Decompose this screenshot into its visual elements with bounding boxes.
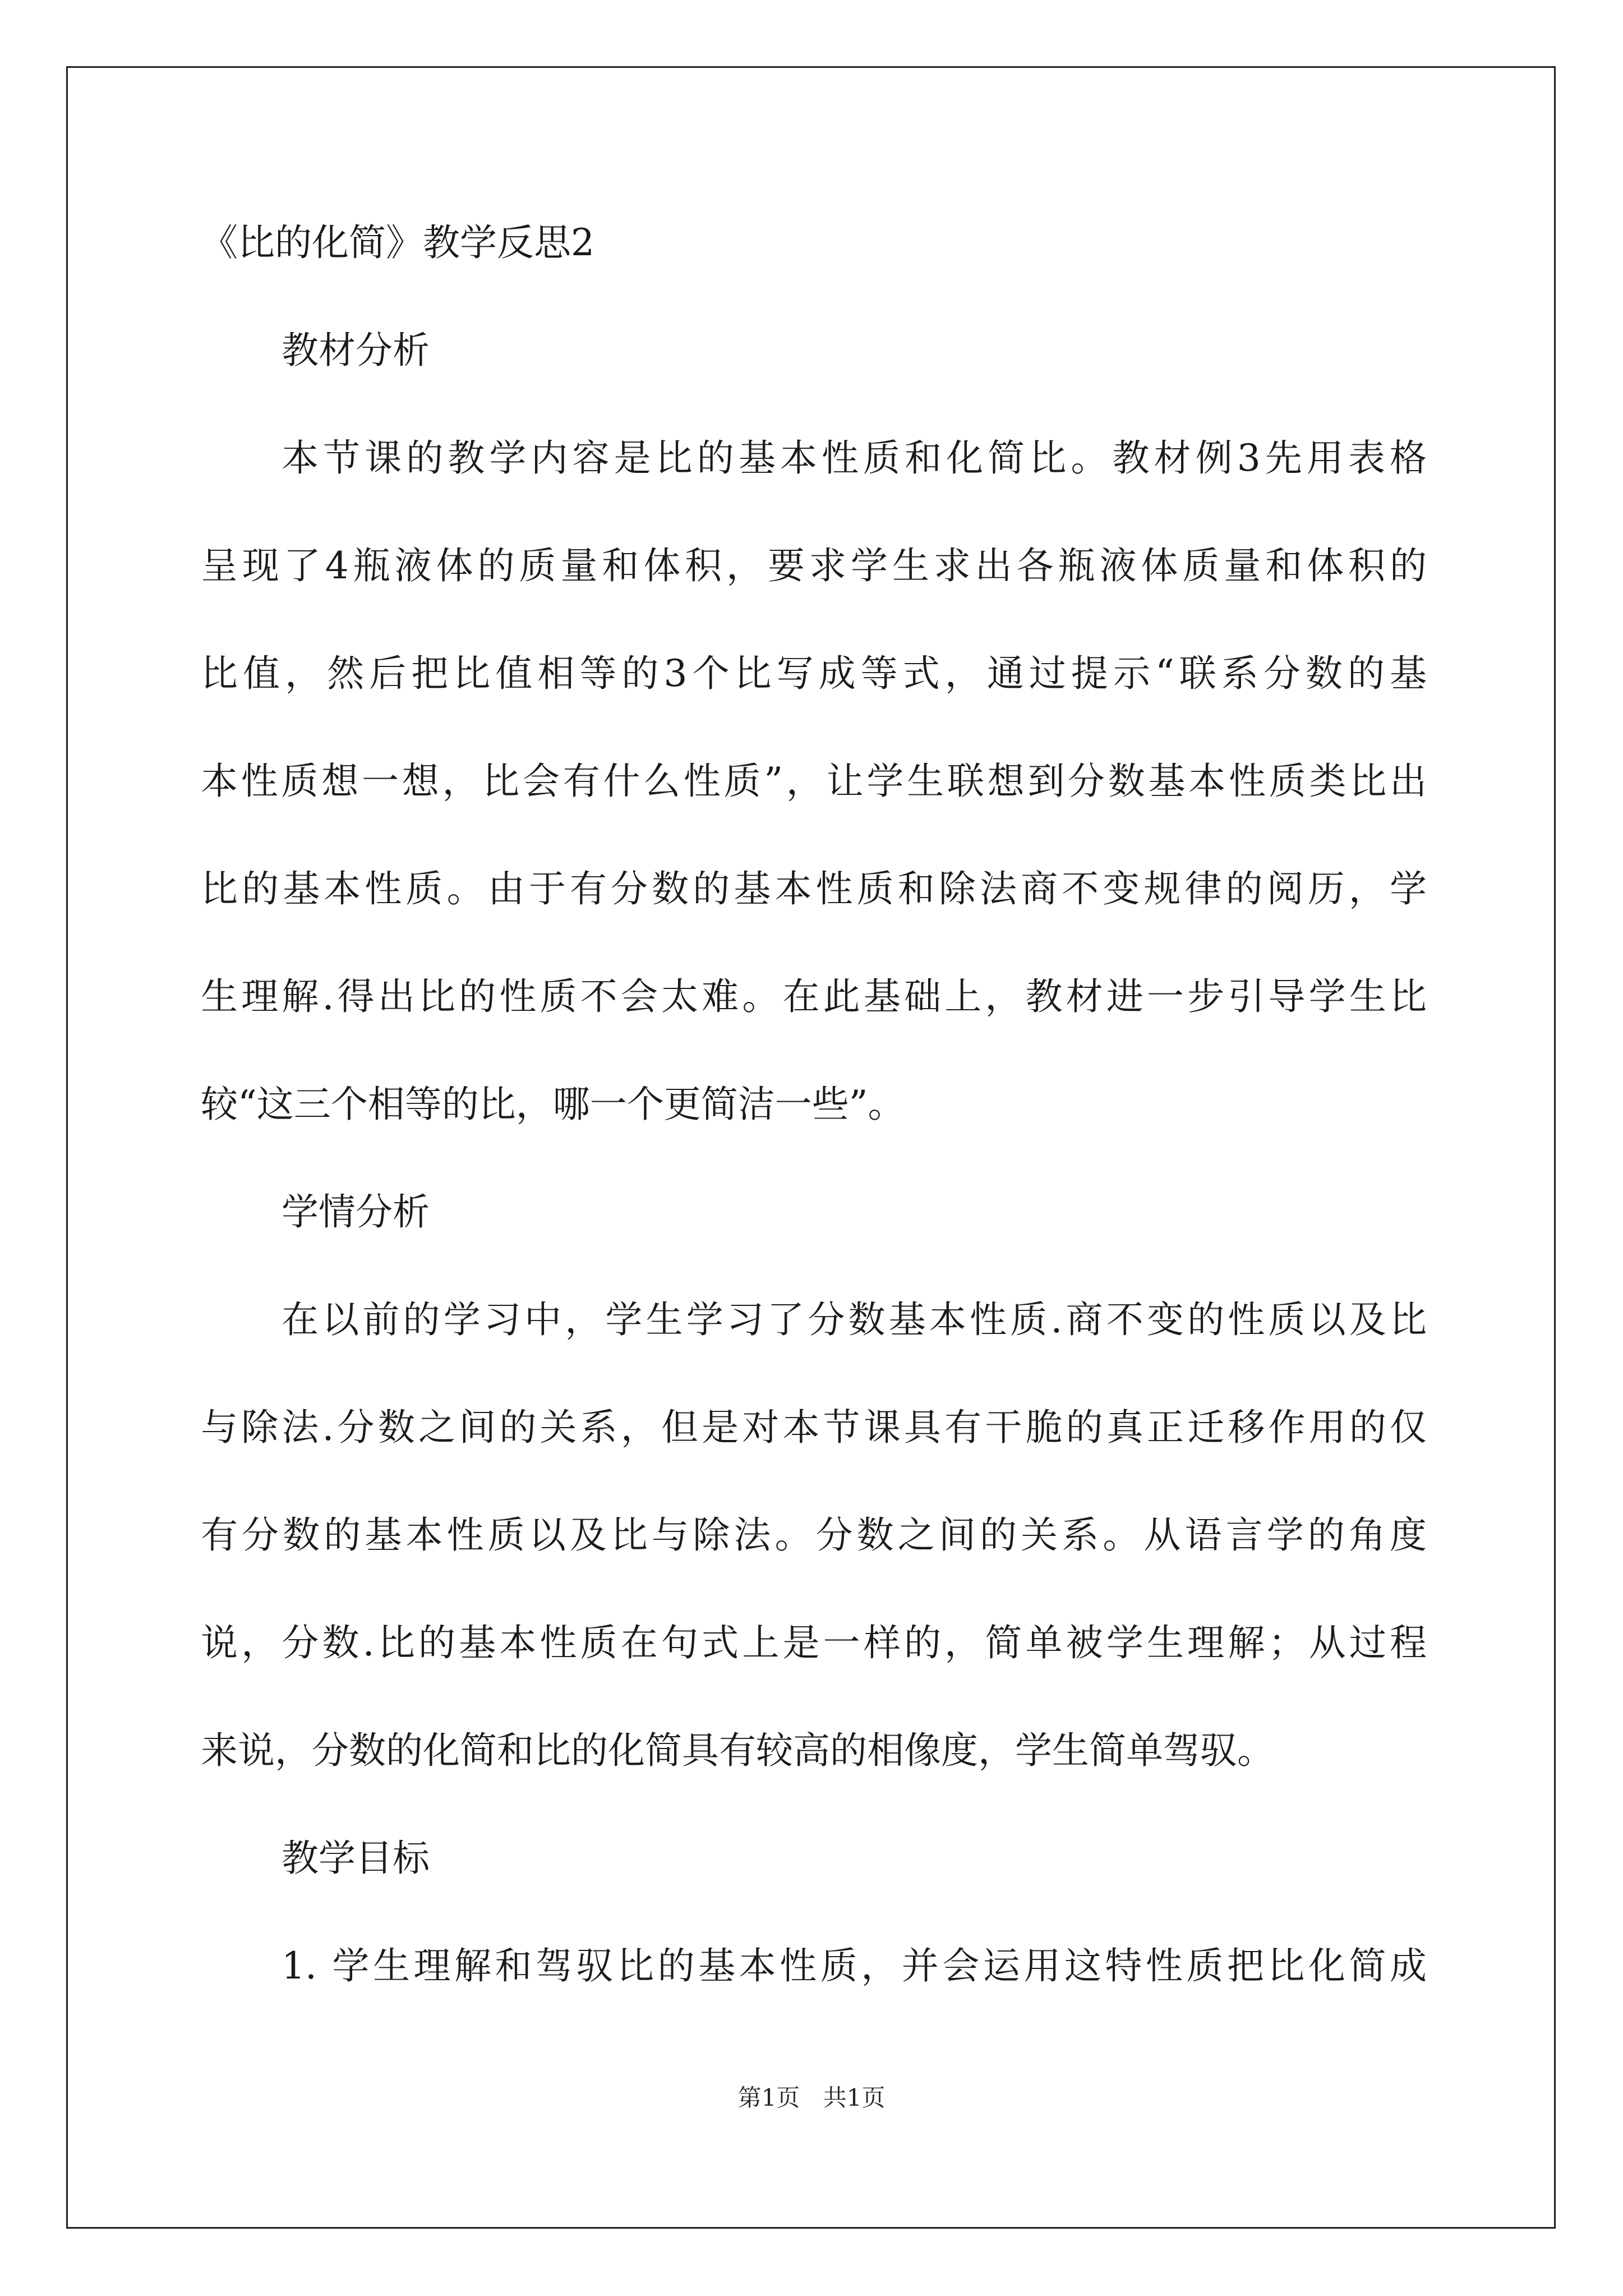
paragraph-line: 较“这三个相等的比，哪一个更简洁一些”。: [201, 1083, 905, 1126]
paragraph-line: 比值，然后把比值相等的3个比写成等式，通过提示“联系分数的基: [201, 652, 1427, 695]
page-total: 共1页: [823, 2084, 886, 2111]
page-number: 第1页: [737, 2084, 800, 2111]
paragraph-line: 呈现了4瓶液体的质量和体积，要求学生求出各瓶液体质量和体积的: [201, 544, 1427, 587]
paragraph-line: 生理解.得出比的性质不会太难。在此基础上，教材进一步引导学生比: [201, 975, 1427, 1018]
paragraph-line: 本性质想一想，比会有什么性质”，让学生联想到分数基本性质类比出: [201, 760, 1427, 803]
page-footer: [0, 2081, 1623, 2115]
paragraph-line: 在以前的学习中，学生学习了分数基本性质.商不变的性质以及比: [282, 1298, 1427, 1341]
paragraph-line: 本节课的教学内容是比的基本性质和化简比。教材例3先用表格: [282, 436, 1427, 480]
paragraph-line: 1. 学生理解和驾驭比的基本性质，并会运用这特性质把比化简成: [282, 1944, 1427, 1987]
paragraph-line: 比的基本性质。由于有分数的基本性质和除法商不变规律的阅历，学: [201, 867, 1427, 910]
document-title: 《比的化简》教学反思2: [201, 221, 594, 264]
paragraph-line: 说，分数.比的基本性质在句式上是一样的，简单被学生理解；从过程: [201, 1621, 1427, 1664]
paragraph-line: 与除法.分数之间的关系，但是对本节课具有干脆的真正迁移作用的仅: [201, 1406, 1427, 1449]
section-heading-material-analysis: 教材分析: [282, 329, 430, 372]
paragraph-line: 来说，分数的化简和比的化简具有较高的相像度，学生简单驾驭。: [201, 1729, 1274, 1772]
section-heading-teaching-goals: 教学目标: [282, 1837, 430, 1880]
document-body: [201, 216, 1427, 1993]
section-heading-student-analysis: 学情分析: [282, 1190, 430, 1234]
paragraph-line: 有分数的基本性质以及比与除法。分数之间的关系。从语言学的角度: [201, 1513, 1427, 1557]
